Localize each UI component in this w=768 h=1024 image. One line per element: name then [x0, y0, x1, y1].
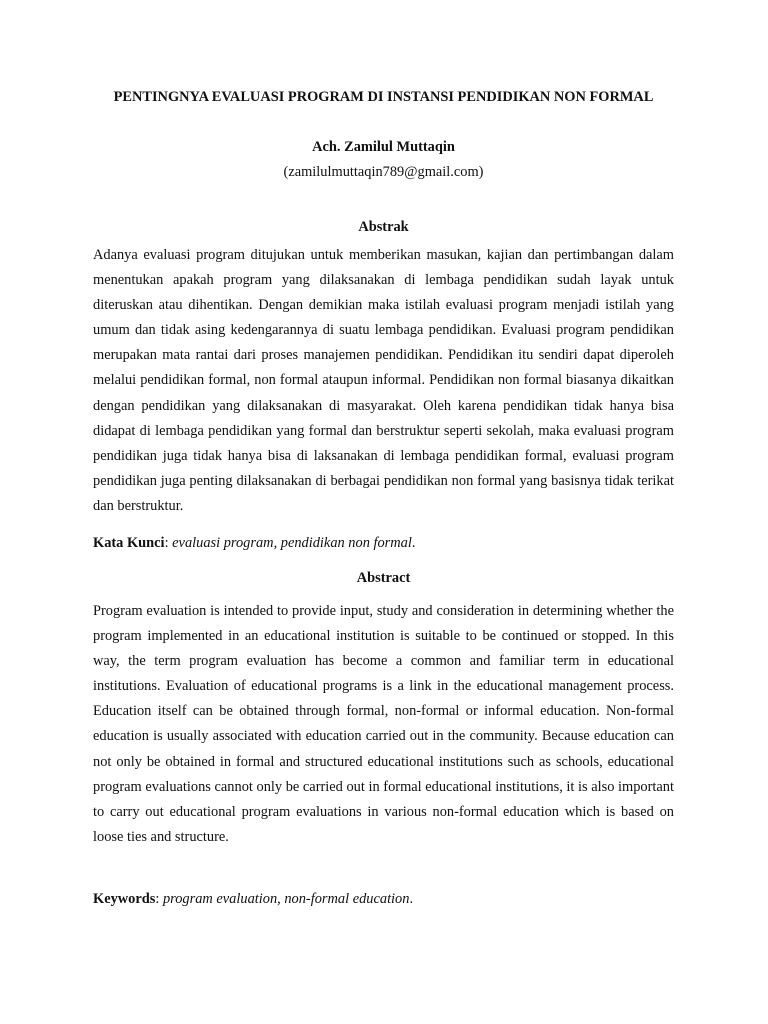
abstrak-heading: Abstrak: [358, 219, 409, 235]
abstract-paragraph: Program evaluation is intended to provide input, study and consideration in determining whether the program implemented in an educational institution is suitable to be continued or stopped. In this way, the term program evaluation has become a common and familiar term in educational institutions. Evaluation of educational programs is a link in the educational management process. Education itself can be obtained through formal, non-formal or informal education. Non-formal education is usually associated with education carried out in the community. Because education can not only be obtained in formal and structured educational institutions such as schools, educational program evaluations cannot only be carried out in formal educational institutions, it is also important to carry out educational program evaluations in various non-formal education which is based on loose ties and structure.: [93, 603, 674, 845]
kata-kunci-separator: :: [164, 535, 173, 551]
kata-kunci-terms: evaluasi program, pendidikan non formal: [172, 535, 412, 551]
keywords-terms: program evaluation, non-formal education: [162, 891, 410, 907]
abstrak-paragraph: Adanya evaluasi program ditujukan untuk memberikan masukan, kajian dan pertimbangan dalam menentukan apakah program yang dilaksanakan di lembaga pendidikan sudah layak untuk diteruskan atau dihentikan. Dengan demikian maka istilah evaluasi program menjadi istilah yang umum dan tidak asing kedengarannya di suatu lembaga pendidikan. Evaluasi program pendidikan merupakan mata rantai dari proses manajemen pendidikan. Pendidikan itu sendiri dapat diperoleh melalui pendidikan formal, non formal ataupun informal. Pendidikan non formal biasanya dikaitkan dengan pendidikan yang dilaksanakan di masyarakat. Oleh karena pendidikan tidak hanya bisa didapat di lembaga pendidikan yang formal dan berstruktur seperti sekolah, maka evaluasi program pendidikan juga tidak hanya bisa di laksanakan di lembaga pendidikan formal, evaluasi program pendidikan juga penting dilaksanakan di berbagai pendidikan non formal yang basisnya tidak terikat dan berstruktur.: [93, 247, 674, 514]
author-email: (zamilulmuttaqin789@gmail.com): [283, 164, 484, 180]
author-name: Ach. Zamilul Muttaqin: [312, 139, 455, 155]
kata-kunci-line: [93, 534, 674, 552]
keywords-end: .: [409, 891, 414, 907]
paper-title: PENTINGNYA EVALUASI PROGRAM DI INSTANSI PENDIDIKAN NON FORMAL: [113, 89, 654, 105]
kata-kunci-end: .: [411, 535, 416, 551]
kata-kunci-label: Kata Kunci: [93, 535, 165, 551]
keywords-label: Keywords: [93, 891, 156, 907]
keywords-line: [93, 890, 674, 908]
keywords-separator: :: [155, 891, 163, 907]
abstract-heading: Abstract: [356, 570, 411, 586]
